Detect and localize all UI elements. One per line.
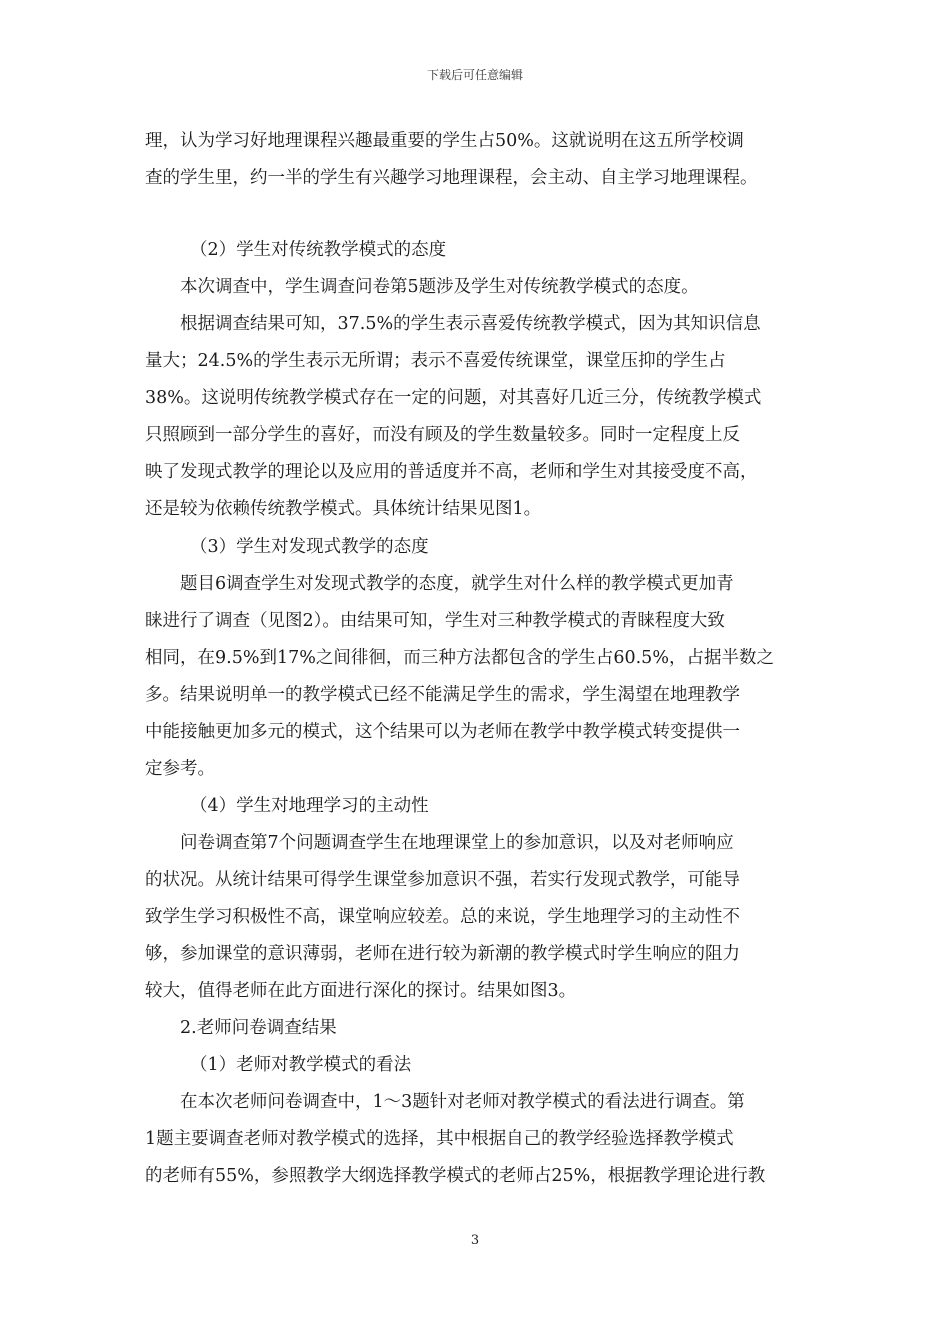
body-line: 相同，在9.5%到17%之间徘徊，而三种方法都包含的学生占60.5%，占据半数之 xyxy=(145,648,774,668)
body-line: 只照顾到一部分学生的喜好，而没有顾及的学生数量较多。同时一定程度上反 xyxy=(145,425,740,445)
body-line: 量大；24.5%的学生表示无所谓；表示不喜爱传统课堂，课堂压抑的学生占 xyxy=(145,351,726,371)
body-line: 够，参加课堂的意识薄弱，老师在进行较为新潮的教学模式时学生响应的阻力 xyxy=(145,944,740,964)
body-line: 在本次老师问卷调查中，1～3题针对老师对教学模式的看法进行调查。第 xyxy=(180,1092,745,1112)
body-line: 的状况。从统计结果可得学生课堂参加意识不强，若实行发现式教学，可能导 xyxy=(145,870,740,890)
body-line: 睐进行了调查（见图2）。由结果可知，学生对三种教学模式的青睐程度大致 xyxy=(145,611,725,631)
body-line: 本次调查中，学生调查问卷第5题涉及学生对传统教学模式的态度。 xyxy=(180,277,699,297)
section-heading: （4）学生对地理学习的主动性 xyxy=(190,796,429,816)
page-number: 3 xyxy=(470,1233,480,1248)
body-line: 问卷调查第7个问题调查学生在地理课堂上的参加意识，以及对老师响应 xyxy=(180,833,734,853)
body-line: 根据调查结果可知，37.5%的学生表示喜爱传统教学模式，因为其知识信息 xyxy=(180,314,761,334)
body-line: 还是较为依赖传统教学模式。具体统计结果见图1。 xyxy=(145,499,542,519)
page-header: 下载后可任意编辑 xyxy=(426,68,523,82)
body-line: 映了发现式教学的理论以及应用的普适度并不高，老师和学生对其接受度不高， xyxy=(145,462,758,482)
body-line: 理，认为学习好地理课程兴趣最重要的学生占50%。这就说明在这五所学校调 xyxy=(145,131,744,151)
body-line: 定参考。 xyxy=(145,759,215,779)
section-heading: （3）学生对发现式教学的态度 xyxy=(190,537,429,557)
body-line: 中能接触更加多元的模式，这个结果可以为老师在教学中教学模式转变提供一 xyxy=(145,722,740,742)
body-line: 38%。这说明传统教学模式存在一定的问题，对其喜好几近三分，传统教学模式 xyxy=(145,388,762,408)
section-heading: （1）老师对教学模式的看法 xyxy=(190,1055,412,1075)
body-line: 的老师有55%，参照教学大纲选择教学模式的老师占25%，根据教学理论进行教 xyxy=(145,1166,766,1186)
section-heading: （2）学生对传统教学模式的态度 xyxy=(190,240,447,260)
body-line: 多。结果说明单一的教学模式已经不能满足学生的需求，学生渴望在地理教学 xyxy=(145,685,740,705)
body-line: 较大，值得老师在此方面进行深化的探讨。结果如图3。 xyxy=(145,981,577,1001)
section-heading: 2.老师问卷调查结果 xyxy=(180,1018,337,1038)
body-line: 致学生学习积极性不高，课堂响应较差。总的来说，学生地理学习的主动性不 xyxy=(145,907,740,927)
body-line: 查的学生里，约一半的学生有兴趣学习地理课程，会主动、自主学习地理课程。 xyxy=(145,168,758,188)
body-line: 题目6调查学生对发现式教学的态度，就学生对什么样的教学模式更加青 xyxy=(180,574,734,594)
body-line: 1题主要调查老师对教学模式的选择，其中根据自己的教学经验选择教学模式 xyxy=(145,1129,734,1149)
